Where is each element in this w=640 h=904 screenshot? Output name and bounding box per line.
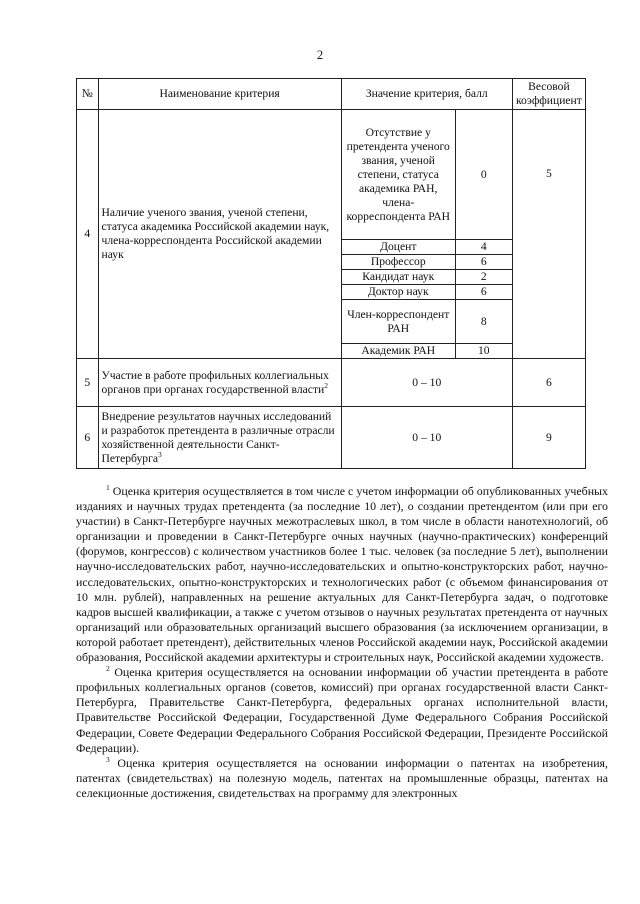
table-row <box>77 407 586 469</box>
header-num: № <box>77 79 99 110</box>
row-number: 5 <box>77 359 99 407</box>
table-row <box>77 359 586 407</box>
footnote-ref: 3 <box>158 449 162 459</box>
page-number: 2 <box>316 48 324 62</box>
option-label: Доктор наук <box>341 285 455 300</box>
table-row <box>77 110 586 240</box>
criterion-name: Внедрение результатов научных исследований и разработок претендента в различные отрасли хозяйственной деятельности Санкт-Петербурга$^3$ <box>98 407 341 469</box>
criterion-value: 0 – 10 <box>341 359 512 407</box>
row-number: 4 <box>77 110 99 359</box>
option-score: 4 <box>455 240 512 255</box>
criterion-weight: 9 <box>512 407 585 469</box>
criterion-name: Участие в работе профильных коллегиальных органов при органах государственной власти$^2$ <box>98 359 341 407</box>
footnotes <box>76 484 608 801</box>
footnote-ref: 2 <box>324 380 328 390</box>
criterion-value: 0 – 10 <box>341 407 512 469</box>
option-score: 6 <box>455 255 512 270</box>
header-weight: Весовой коэффициент <box>512 79 585 110</box>
criterion-weight: 5 <box>512 110 585 359</box>
criterion-weight: 6 <box>512 359 585 407</box>
option-label: Профессор <box>341 255 455 270</box>
header-value: Значение критерия, балл <box>341 79 512 110</box>
row-number: 6 <box>77 407 99 469</box>
option-score: 8 <box>455 300 512 344</box>
option-label: Отсутствие у претендента ученого звания, ученой степени, статуса академика РАН, члена-корреспондента РАН <box>341 110 455 240</box>
footnote: $^2$ Оценка критерия осуществляется на основании информации об участии претендента в работе профильных коллегиальных органов (советов, комиссий) при органах государственной власти Санкт-Петербурга, Правительстве Санкт-Петербурга, федеральных органах исполнительной власти, Правительстве Российской Федерации, Государственной Думе Федерального Собрания Российской Федерации, Совете Федерации Федерального Собрания Российской Федерации, Президенте Российской Федерации). <box>76 664 608 755</box>
option-label: Академик РАН <box>341 344 455 359</box>
table-header-row <box>77 79 586 110</box>
option-label: Доцент <box>341 240 455 255</box>
option-score: 0 <box>455 110 512 240</box>
footnote: $^3$ Оценка критерия осуществляется на основании информации о патентах на изобретения, патентах (свидетельствах) на полезную модель, патентах на промышленные образцы, патентах на селекционные достижения, свидетельствах на программу для электронных <box>76 754 608 800</box>
option-label: Член-корреспондент РАН <box>341 300 455 344</box>
option-label: Кандидат наук <box>341 270 455 285</box>
footnote: $^1$ Оценка критерия осуществляется в том числе с учетом информации об опубликованных учебных изданиях и научных трудах претендента (за последние 10 лет), о создании претендентом (или при его участии) в Санкт-Петербурге научных межотраслевых школ, в том числе в области нанотехнологий, об организации и проведении в Санкт-Петербурге очных научных (научно-практических) конференций (форумов, конгрессов) с количеством участников более 1 тыс. человек (за последние 5 лет), выполнении научно-исследовательских работ, научно-исследовательских и опытно-конструкторских работ, научно-исследовательских, опытно-конструкторских и технологических работ (с объемом финансирования от 10 млн. рублей), направленных на решение актуальных для Санкт-Петербурга задач, о подготовке кадров высшей квалификации, а также с учетом отзывов о научных результатах претендента от научных организаций или образовательных организаций высшего образования (за исключением организации, в которой работает претендент), действительных членов Российской академии наук, Российской академии образования, Российской академии архитектуры и строительных наук, Российской академии художеств. <box>76 483 608 665</box>
criterion-name: Наличие ученого звания, ученой степени, статуса академика Российской академии наук, члена-корреспондента Российской академии наук <box>98 110 341 359</box>
header-name: Наименование критерия <box>98 79 341 110</box>
criteria-table <box>76 78 586 469</box>
option-score: 10 <box>455 344 512 359</box>
option-score: 6 <box>455 285 512 300</box>
option-score: 2 <box>455 270 512 285</box>
